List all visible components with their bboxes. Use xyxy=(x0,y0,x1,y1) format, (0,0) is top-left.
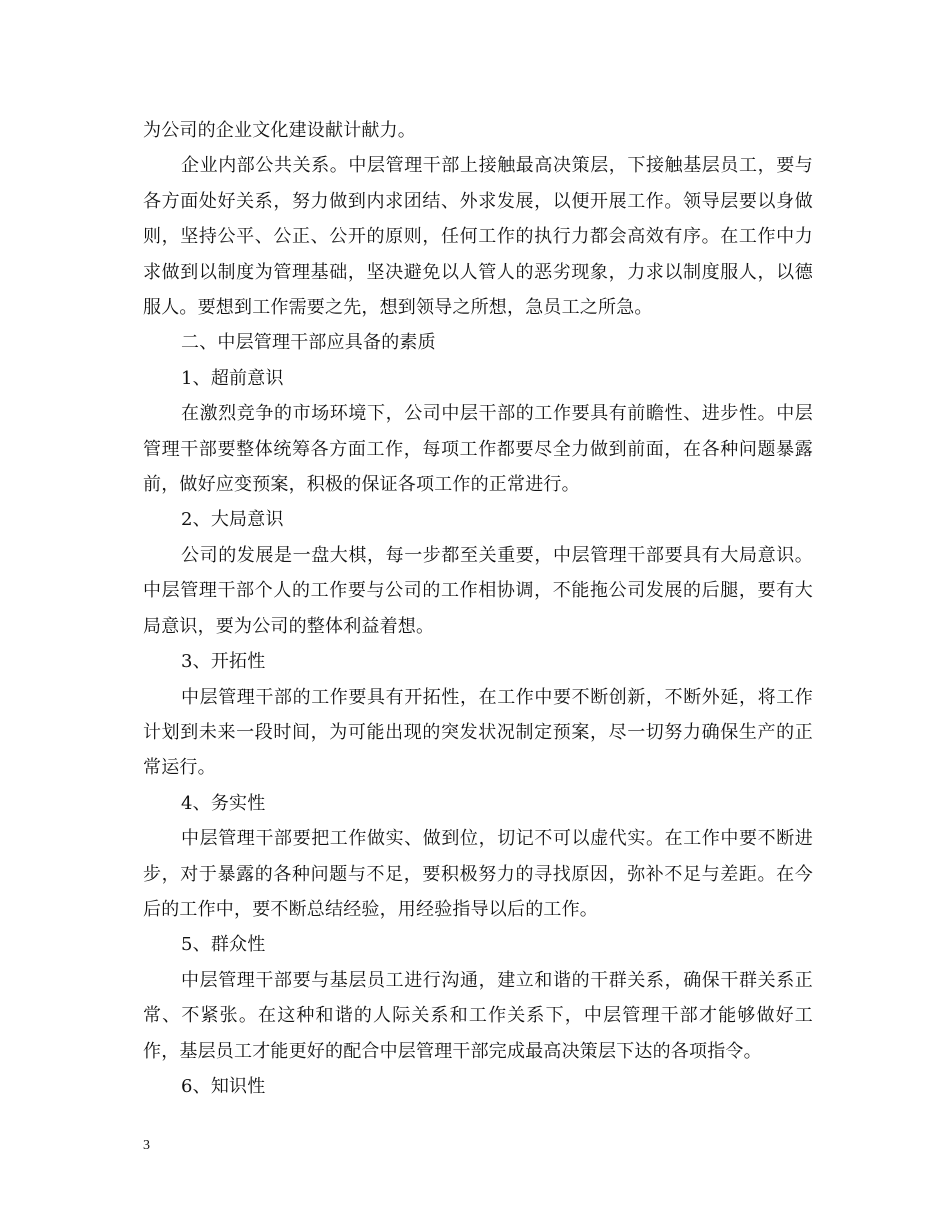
subheading-4: 4、务实性 xyxy=(181,792,266,814)
paragraph-5: 中层管理干部要与基层员工进行沟通，建立和谐的干群关系，确保干群关系正常、不紧张。在这种和谐的人际关系和工作关系下，中层管理干部才能够做好工作，基层员工才能更好的配合中层管理干部完成最高决策层下达的各项指令。 xyxy=(143,969,813,1062)
document-body xyxy=(143,113,813,1104)
paragraph-3: 中层管理干部的工作要具有开拓性，在工作中要不断创新，不断外延，将工作计划到未来一段时间，为可能出现的突发状况制定预案，尽一切努力确保生产的正常运行。 xyxy=(143,686,813,779)
section-heading-qualities: 二、中层管理干部应具备的素质 xyxy=(181,332,436,354)
subheading-1: 1、超前意识 xyxy=(181,367,284,389)
page-number: 3 xyxy=(143,1138,150,1153)
paragraph-continuation: 为公司的企业文化建设献计献力。 xyxy=(143,120,416,141)
subheading-6: 6、知识性 xyxy=(181,1075,266,1097)
paragraph-1: 在激烈竞争的市场环境下，公司中层干部的工作要具有前瞻性、进步性。中层管理干部要整体统筹各方面工作，每项工作都要尽全力做到前面，在各种问题暴露前，做好应变预案，积极的保证各项工作的正常进行。 xyxy=(143,403,813,496)
subheading-3: 3、开拓性 xyxy=(181,651,266,673)
paragraph-2: 公司的发展是一盘大棋，每一步都至关重要，中层管理干部要具有大局意识。中层管理干部个人的工作要与公司的工作相协调，不能拖公司发展的后腿，要有大局意识，要为公司的整体利益着想。 xyxy=(143,544,813,637)
paragraph-4: 中层管理干部要把工作做实、做到位，切记不可以虚代实。在工作中要不断进步，对于暴露的各种问题与不足，要积极努力的寻找原因，弥补不足与差距。在今后的工作中，要不断总结经验，用经验指导以后的工作。 xyxy=(143,828,813,920)
subheading-5: 5、群众性 xyxy=(181,934,266,956)
paragraph-public-relations: 企业内部公共关系。中层管理干部上接触最高决策层，下接触基层员工，要与各方面处好关系，努力做到内求团结、外求发展，以便开展工作。领导层要以身做则，坚持公平、公正、公开的原则，任何工作的执行力都会高效有序。在工作中力求做到以制度为管理基础，坚决避免以人管人的恶劣现象，力求以制度服人，以德服人。要想到工作需要之先，想到领导之所想，急员工之所急。 xyxy=(143,155,813,319)
subheading-2: 2、大局意识 xyxy=(181,509,284,531)
